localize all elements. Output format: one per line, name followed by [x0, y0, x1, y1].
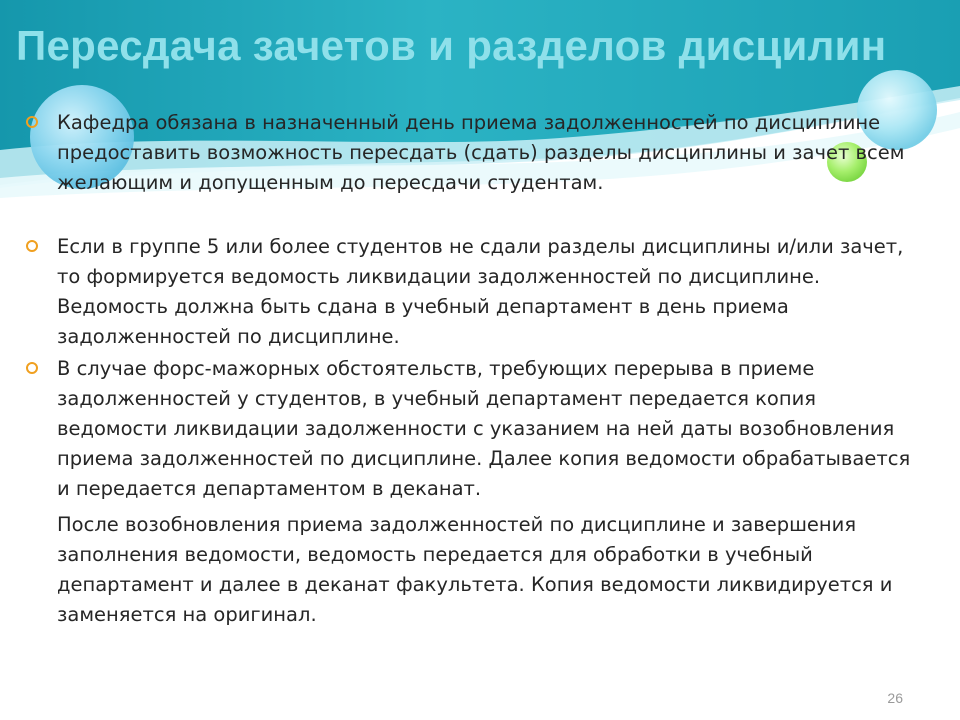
slide-body: [22, 108, 922, 630]
bullet-circle-icon: [26, 362, 38, 374]
page-number: 26: [887, 690, 903, 706]
bullet-circle-icon: [26, 240, 38, 252]
bullet-text: Кафедра обязана в назначенный день приема задолженностей по дисциплине предоставить возможность пересдать (сдать) разделы дисциплины и зачет всем желающим и допущенным до пересдачи студентам.: [57, 111, 905, 194]
bullet-circle-icon: [26, 116, 38, 128]
bullet-text: В случае форс-мажорных обстоятельств, требующих перерыва в приеме задолженностей у студентов, в учебный департамент передается копия ведомости ликвидации задолженности с указанием на ней даты возобновления приема задолженностей по дисциплине. Далее копия ведомости обрабатывается и передается департаментом в деканат.: [57, 357, 911, 500]
bullet-item: [22, 108, 922, 198]
continuation-paragraph: [22, 510, 922, 630]
continuation-text: После возобновления приема задолженностей по дисциплине и завершения заполнения ведомости, ведомость передается для обработки в учебный департамент и далее в деканат факультета. Копия ведомости ликвидируется и заменяется на оригинал.: [57, 513, 893, 626]
bullet-text: Если в группе 5 или более студентов не сдали разделы дисциплины и/или зачет, то формируется ведомость ликвидации задолженностей по дисциплине. Ведомость должна быть сдана в учебный департамент в день приема задолженностей по дисциплине.: [57, 235, 904, 348]
slide-title: Пересдача зачетов и разделов дисцилин: [16, 22, 887, 69]
bullet-item: [22, 354, 922, 504]
bullet-item: [22, 232, 922, 352]
